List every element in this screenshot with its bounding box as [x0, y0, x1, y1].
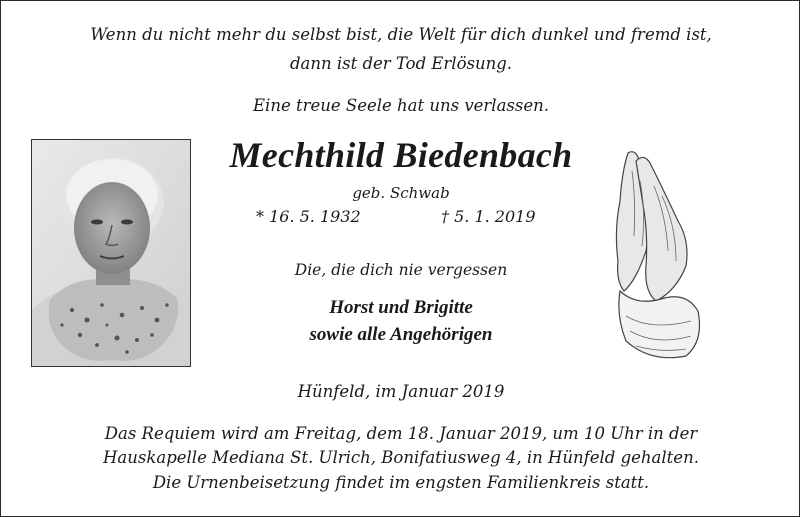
place-date: Hünfeld, im Januar 2019	[297, 382, 505, 401]
requiem-line-1: Das Requiem wird am Freitag, dem 18. Januar 2019, um 10 Uhr in der	[104, 424, 698, 443]
praying-hands-icon	[606, 141, 706, 366]
intro-line-1: Wenn du nicht mehr du selbst bist, die Welt für dich dunkel und fremd ist,	[90, 25, 712, 44]
intro-line-2: dann ist der Tod Erlösung.	[289, 54, 513, 73]
mourners-names: Horst und Brigitte	[329, 297, 473, 318]
praying-hands-drawing	[606, 141, 706, 366]
requiem-line-3: Die Urnenbeisetzung findet im engsten Familienkreis statt.	[152, 473, 650, 492]
death-date: † 5. 1. 2019	[441, 207, 536, 226]
deceased-name: Mechthild Biedenbach	[229, 135, 573, 175]
intro-line-3: Eine treue Seele hat uns verlassen.	[253, 96, 549, 115]
mourners-intro: Die, die dich nie vergessen	[294, 261, 508, 279]
mourners-relatives: sowie alle Angehörigen	[309, 324, 493, 345]
maiden-name: geb. Schwab	[352, 184, 450, 202]
requiem-line-2: Hauskapelle Mediana St. Ulrich, Bonifatiusweg 4, in Hünfeld gehalten.	[103, 448, 699, 467]
birth-date: * 16. 5. 1932	[256, 207, 361, 226]
